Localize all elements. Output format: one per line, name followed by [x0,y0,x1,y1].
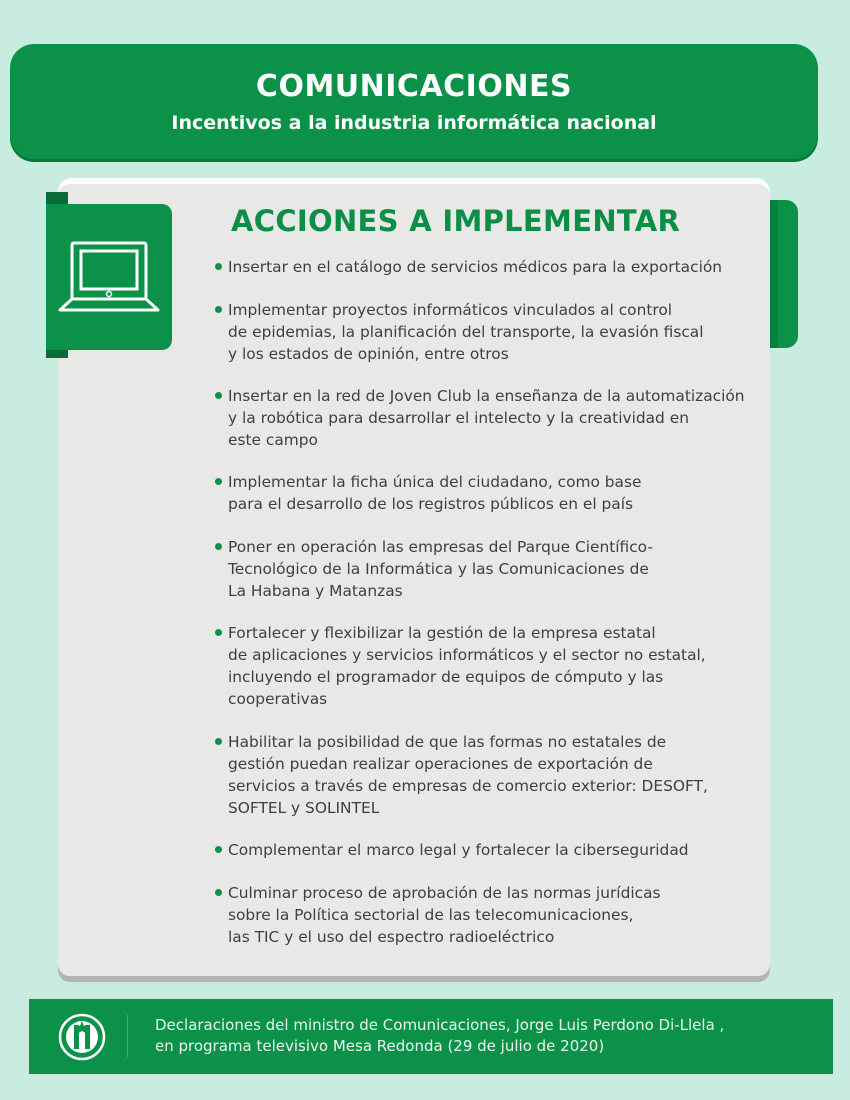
bullet-icon [215,846,222,853]
bullet-icon [215,306,222,313]
action-text: Implementar la ficha única del ciudadano, como base para el desarrollo de los registros públicos en el país [228,473,642,513]
action-text: Poner en operación las empresas del Parque Científico- Tecnológico de la Informática y las Comunicaciones de La Habana y Matanzas [228,538,653,600]
action-text: Implementar proyectos informáticos vinculados al control de epidemias, la planificación del transporte, la evasión fiscal y los estados de opinión, entre otros [228,301,704,363]
page-subtitle: Incentivos a la industria informática nacional [171,112,657,134]
list-item [213,299,763,365]
card-right-tab-shade [770,200,778,348]
bullet-icon [215,629,222,636]
bullet-icon [215,392,222,399]
list-item [213,882,763,948]
bullet-icon [215,889,222,896]
list-item [213,622,763,710]
action-text: Insertar en la red de Joven Club la enseñanza de la automatización y la robótica para desarrollar el intelecto y la creatividad en este campo [228,387,745,449]
section-title: ACCIONES A IMPLEMENTAR [231,204,681,238]
action-text: Insertar en el catálogo de servicios médicos para la exportación [228,258,723,276]
footer-divider [127,1015,128,1057]
bullet-icon [215,263,222,270]
icon-tab [46,204,172,350]
bullet-icon [215,543,222,550]
list-item [213,536,763,602]
list-item [213,256,763,278]
action-text: Fortalecer y flexibilizar la gestión de la empresa estatal de aplicaciones y servicios informáticos y el sector no estatal, incluyendo el programador de equipos de cómputo y las cooperativas [228,624,706,708]
bullet-icon [215,738,222,745]
list-item [213,471,763,515]
action-text: Habilitar la posibilidad de que las formas no estatales de gestión puedan realizar operaciones de exportación de servicios a través de empresas de comercio exterior: DESOFT, SOFTEL y SOLINTEL [228,733,708,817]
action-text: Complementar el marco legal y fortalecer la ciberseguridad [228,841,689,859]
footer-bar [29,999,833,1074]
laptop-icon [54,238,164,318]
list-item [213,385,763,451]
bullet-icon [215,478,222,485]
cuba-logo-icon [57,1012,107,1062]
footer-source-text: Declaraciones del ministro de Comunicaciones, Jorge Luis Perdono Di-Llela , en programa televisivo Mesa Redonda (29 de julio de 2020) [155,1016,725,1055]
header-banner [10,44,818,159]
page-title: COMUNICACIONES [255,69,573,104]
action-text: Culminar proceso de aprobación de las normas jurídicas sobre la Política sectorial de las telecomunicaciones, las TIC y el uso del espectro radioeléctrico [228,884,661,946]
list-item [213,731,763,819]
list-item [213,839,763,861]
